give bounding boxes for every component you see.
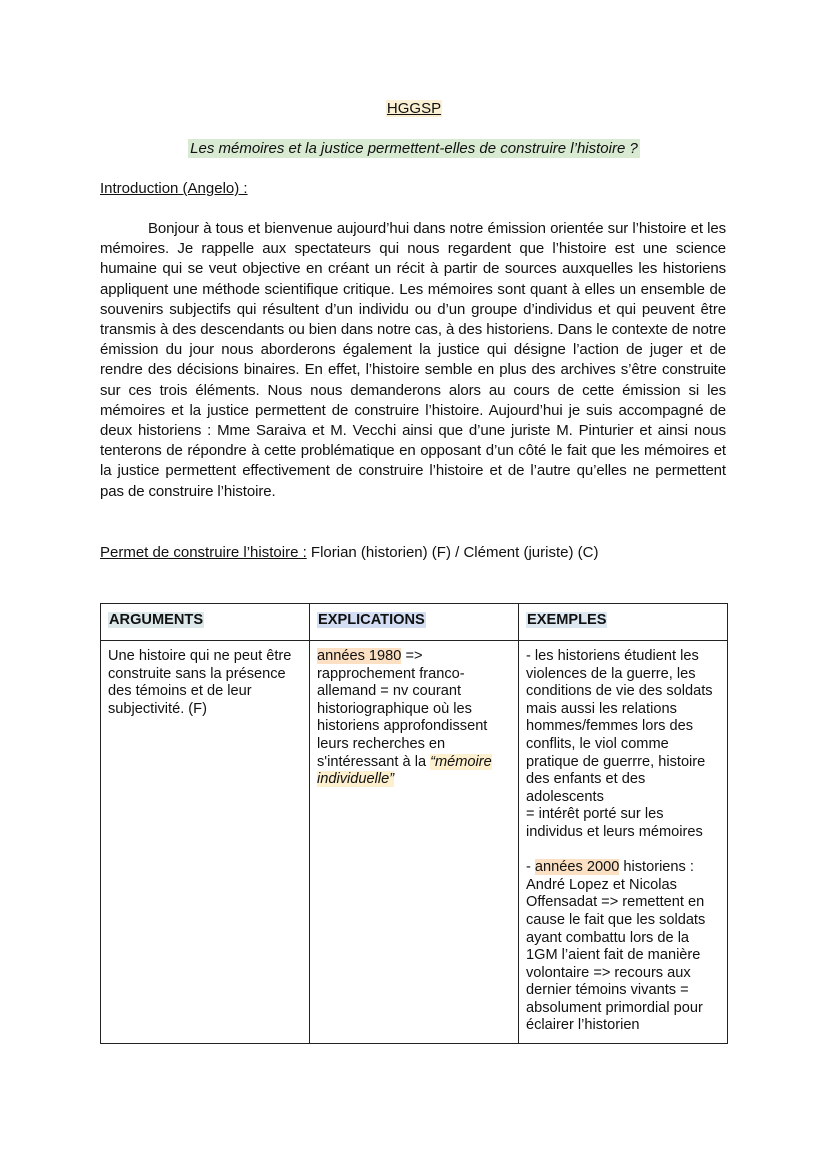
- exemple-second: - années 2000 historiens : André Lopez et Nicolas Offensadat => remettent en cause le fait que les soldats ayant combattu lors de la 1GM l’aient fait de manière volontaire => recours aux dernier témoins vivants = absolument primordial pour éclairer l’historien: [526, 859, 706, 1034]
- table-row: [101, 641, 728, 1044]
- exemple-first-conclusion: = intérêt porté sur les individus et leurs mémoires: [526, 806, 703, 840]
- section-heading: [100, 543, 598, 563]
- subtitle-text: Les mémoires et la justice permettent-elles de construire l’histoire ?: [190, 140, 638, 157]
- header-explications: EXPLICATIONS: [310, 604, 519, 641]
- header-exemples: EXEMPLES: [519, 604, 728, 641]
- header-arguments: ARGUMENTS: [101, 604, 310, 641]
- explication-quote: “mémoire individuelle”: [317, 753, 492, 788]
- spacer: [526, 842, 720, 860]
- cell-exemples: [519, 641, 728, 1044]
- arguments-table: [100, 603, 728, 1044]
- exemple-second-highlight: années 2000: [534, 859, 620, 876]
- intro-paragraph: Bonjour à tous et bienvenue aujourd’hui dans notre émission orientée sur l’histoire et les mémoires. Je rappelle aux spectateurs qui nous regardent que l’histoire est une science humaine qui se veut objective en créant un récit à partir de sources auxquelles les historiens appliquent une méthode scientifique critique. Les mémoires sont quant à elles un ensemble de souvenirs subjectifs qui résultent d’un individu ou d’un groupe d’individus et qui peuvent être transmis à des descendants ou bien dans notre cas, à des historiens. Dans le contexte de notre émission du jour nous aborderons également la justice qui désigne l’action de juger et de rendre des décisions binaires. En effet, l’histoire semble en plus des archives s’être construite sur ces trois éléments. Nous nous demanderons alors au cours de cette émission si les mémoires et la justice permettent de construire l’histoire. Aujourd’hui je suis accompagné de deux historiens : Mme Saraiva et M. Vecchi ainsi que d’une juriste M. Pinturier et ainsi nous tenterons de répondre à cette problématique en opposant d’un côté le fait que les mémoires et la justice permettent effectivement de construire l’histoire et de l’autre qu’elles ne permettent pas de construire l’histoire.: [100, 220, 726, 500]
- document-title: [0, 99, 828, 119]
- document-subtitle: [0, 139, 828, 159]
- intro-heading: Introduction (Angelo) :: [100, 180, 248, 197]
- table-header-row: [101, 604, 728, 641]
- exemple-first: - les historiens étudient les violences de la guerre, les conditions de vie des soldats mais aussi les relations hommes/femmes lors des conflits, le viol comme pratique de guerrre, histoire des enfants et des adolescents: [526, 648, 713, 805]
- explication-highlight: années 1980: [317, 648, 402, 664]
- section-label: Permet de construire l’histoire :: [100, 544, 307, 561]
- section-speakers: Florian (historien) (F) / Clément (juriste) (C): [306, 544, 599, 561]
- exemple-second-text: historiens : André Lopez et Nicolas Offensadat => remettent en cause le fait que les soldats ayant combattu lors de la 1GM l’aient fait de manière volontaire => recours aux dernier témoins vivants = absolument primordial pour éclairer l’historien: [526, 859, 706, 1034]
- explication-text: => rapprochement franco-allemand = nv courant historiographique où les historiens approfondissent leurs recherches en s'intéressant à la: [317, 648, 488, 770]
- title-text: HGGSP: [386, 100, 442, 117]
- cell-explication: [310, 641, 519, 1044]
- cell-argument: Une histoire qui ne peut être construite sans la présence des témoins et de leur subjectivité. (F): [101, 641, 310, 1044]
